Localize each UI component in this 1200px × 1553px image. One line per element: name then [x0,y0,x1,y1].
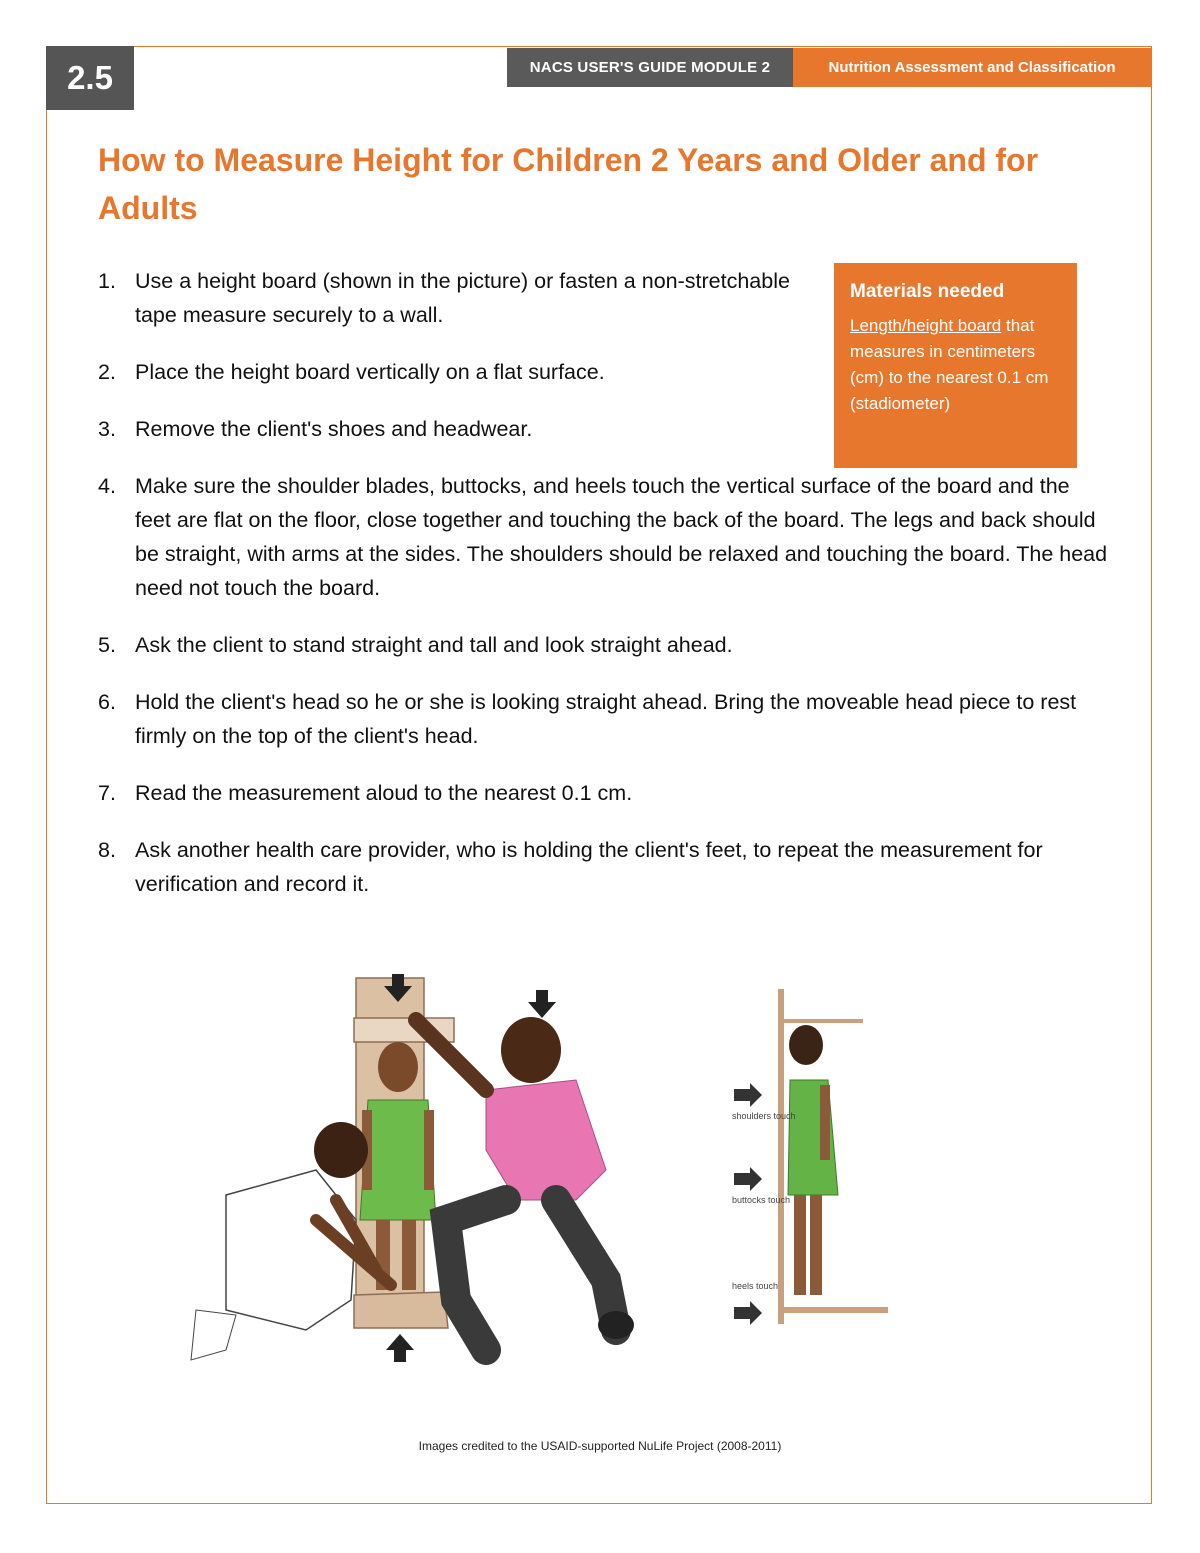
up-arrow-icon [386,1334,414,1362]
step-text: Make sure the shoulder blades, buttocks, and heels touch the vertical surface of the board and the feet are flat on the floor, close together and touching the back of the board. The legs and back should be straight, with arms at the sides. The shoulders should be relaxed and touching the board. The head need not touch the board. [135,474,1108,600]
heels-label: heels touch [732,1281,779,1291]
step-text: Use a height board (shown in the picture) or fasten a non-stretchable tape measure securely to a wall. [135,269,790,327]
step-item [98,833,1108,901]
materials-item-name: Length/height board [850,316,1002,335]
step-number: 6. [98,690,116,714]
materials-body [850,313,1061,417]
step-text: Ask another health care provider, who is holding the client's feet, to repeat the measurement for verification and record it. [135,838,1043,896]
step-text: Place the height board vertically on a flat surface. [135,360,605,384]
contact-points-illustration [728,985,908,1330]
section-number-badge: 2.5 [46,46,134,110]
topic-label: Nutrition Assessment and Classification [793,48,1151,87]
step-number: 5. [98,633,116,657]
step-item [98,628,1108,662]
materials-heading: Materials needed [850,281,1005,302]
module-label: NACS USER'S GUIDE MODULE 2 [507,48,793,87]
step-number: 1. [98,269,116,293]
step-text: Remove the client's shoes and headwear. [135,417,533,441]
step-number: 8. [98,838,116,862]
page-title: How to Measure Height for Children 2 Years and Older and for Adults [98,142,1039,226]
right-arrow-icon [734,1167,762,1191]
shoulders-label: shoulders touch [732,1111,796,1121]
measuring-child-illustration [186,970,636,1370]
step-number: 3. [98,417,116,441]
step-item [98,776,1108,810]
materials-item-desc: that measures in centimeters (cm) to the nearest 0.1 cm (stadiometer) [850,316,1049,413]
step-number: 2. [98,360,116,384]
down-arrow-icon [528,990,556,1018]
step-item [98,469,1108,605]
right-arrow-icon [734,1301,762,1325]
step-text: Read the measurement aloud to the nearest 0.1 cm. [135,781,633,805]
buttocks-label: buttocks touch [732,1195,791,1205]
step-number: 7. [98,781,116,805]
materials-box [834,263,1077,468]
image-credit: Images credited to the USAID-supported NuLife Project (2008-2011) [418,1439,782,1453]
step-number: 4. [98,474,116,498]
step-text: Ask the client to stand straight and tall and look straight ahead. [135,633,733,657]
right-arrow-icon [734,1083,762,1107]
step-item [98,685,1108,753]
step-text: Hold the client's head so he or she is looking straight ahead. Bring the moveable head piece to rest firmly on the top of the client's head. [135,690,1077,748]
